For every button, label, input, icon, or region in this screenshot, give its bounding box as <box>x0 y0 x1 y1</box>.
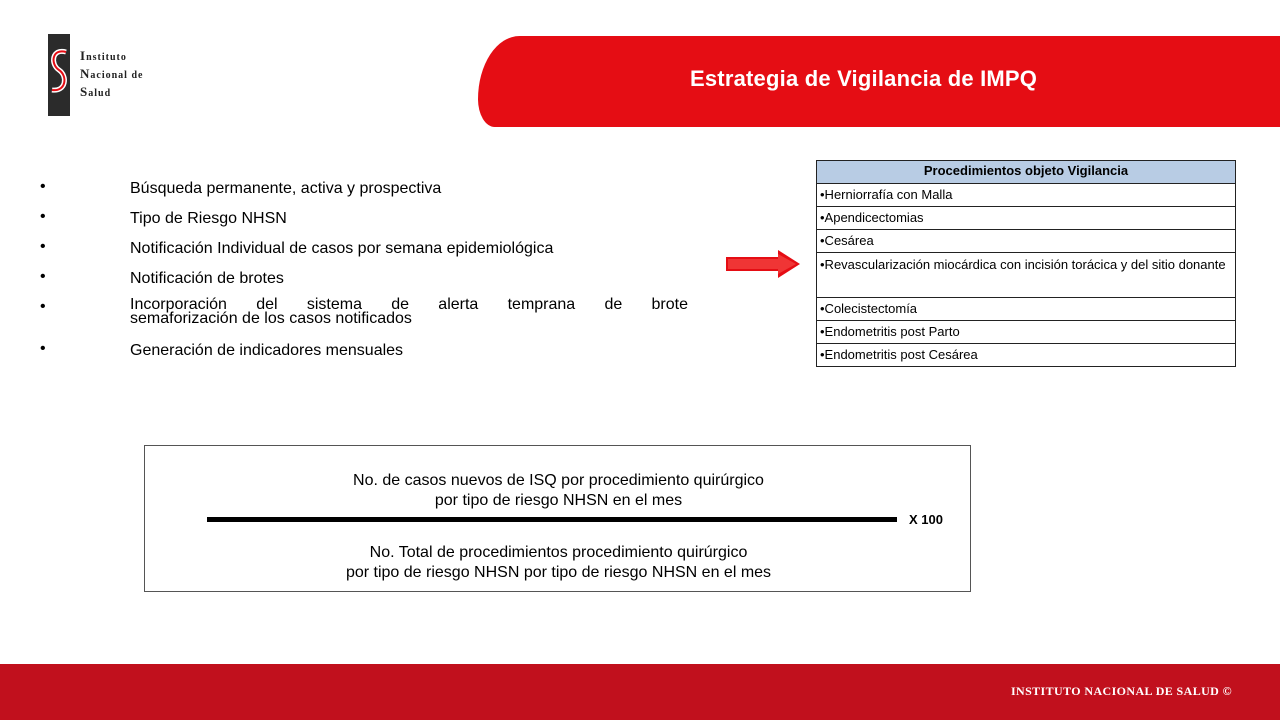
table-row: •Endometritis post Parto <box>817 321 1236 344</box>
denominator-line-2: por tipo de riesgo NHSN por tipo de riesgo NHSN en el mes <box>345 564 772 581</box>
bullet-item <box>40 208 688 238</box>
footer-bar <box>0 664 1280 720</box>
ins-logo-icon <box>44 34 72 116</box>
right-arrow-icon <box>726 250 800 278</box>
logo-line-3: Salud <box>80 84 112 99</box>
bullet-dot-icon: • <box>40 178 46 195</box>
table-row: •Colecistectomía <box>817 298 1236 321</box>
footer-copyright: INSTITUTO NACIONAL DE SALUD © <box>1010 684 1232 698</box>
numerator-line-1: No. de casos nuevos de ISQ por procedimiento quirúrgico <box>353 472 764 489</box>
bullet-item <box>40 298 688 340</box>
bullet-item <box>40 340 688 370</box>
multiplier-label: X 100 <box>909 512 943 527</box>
bullet-dot-icon: • <box>40 238 46 255</box>
strategy-bullet-list <box>40 178 688 370</box>
procedures-table <box>816 160 1236 367</box>
bullet-text: Generación de indicadores mensuales <box>130 342 404 359</box>
bullet-text: Notificación de brotes <box>130 270 284 287</box>
logo-wordmark <box>80 48 143 102</box>
indicator-formula-box <box>144 445 971 592</box>
bullet-dot-icon: • <box>40 208 46 225</box>
table-row: •Herniorrafía con Malla <box>817 184 1236 207</box>
table-row: •Cesárea <box>817 230 1236 253</box>
bullet-item <box>40 238 688 268</box>
bullet-text: Tipo de Riesgo NHSN <box>130 210 287 227</box>
bullet-dot-icon: • <box>40 298 46 315</box>
bullet-text <box>130 298 688 326</box>
formula-numerator <box>145 471 972 511</box>
bullet-item <box>40 178 688 208</box>
numerator-line-2: por tipo de riesgo NHSN en el mes <box>434 492 683 509</box>
bullet-text-line-2: semaforización de los casos notificados <box>130 310 412 327</box>
slide-title: Estrategia de Vigilancia de IMPQ <box>690 66 1038 91</box>
bullet-text-line-1: Incorporación del sistema de alerta temprana de brote <box>130 296 688 313</box>
denominator-line-1: No. Total de procedimientos procedimiento quirúrgico <box>369 544 748 561</box>
table-row: •Revascularización miocárdica con incisión torácica y del sitio donante <box>817 253 1236 298</box>
fraction-line <box>207 517 897 522</box>
bullet-text: Búsqueda permanente, activa y prospectiva <box>130 180 442 197</box>
formula-denominator <box>145 543 972 583</box>
bullet-text: Notificación Individual de casos por semana epidemiológica <box>130 240 554 257</box>
bullet-item <box>40 268 688 298</box>
table-row: •Apendicectomias <box>817 207 1236 230</box>
bullet-dot-icon: • <box>40 340 46 357</box>
institute-logo <box>44 34 164 118</box>
bullet-dot-icon: • <box>40 268 46 285</box>
table-row: •Endometritis post Cesárea <box>817 344 1236 367</box>
logo-line-2: Nacional de <box>80 66 144 81</box>
table-header: Procedimientos objeto Vigilancia <box>817 161 1236 184</box>
logo-line-1: Instituto <box>80 48 127 63</box>
